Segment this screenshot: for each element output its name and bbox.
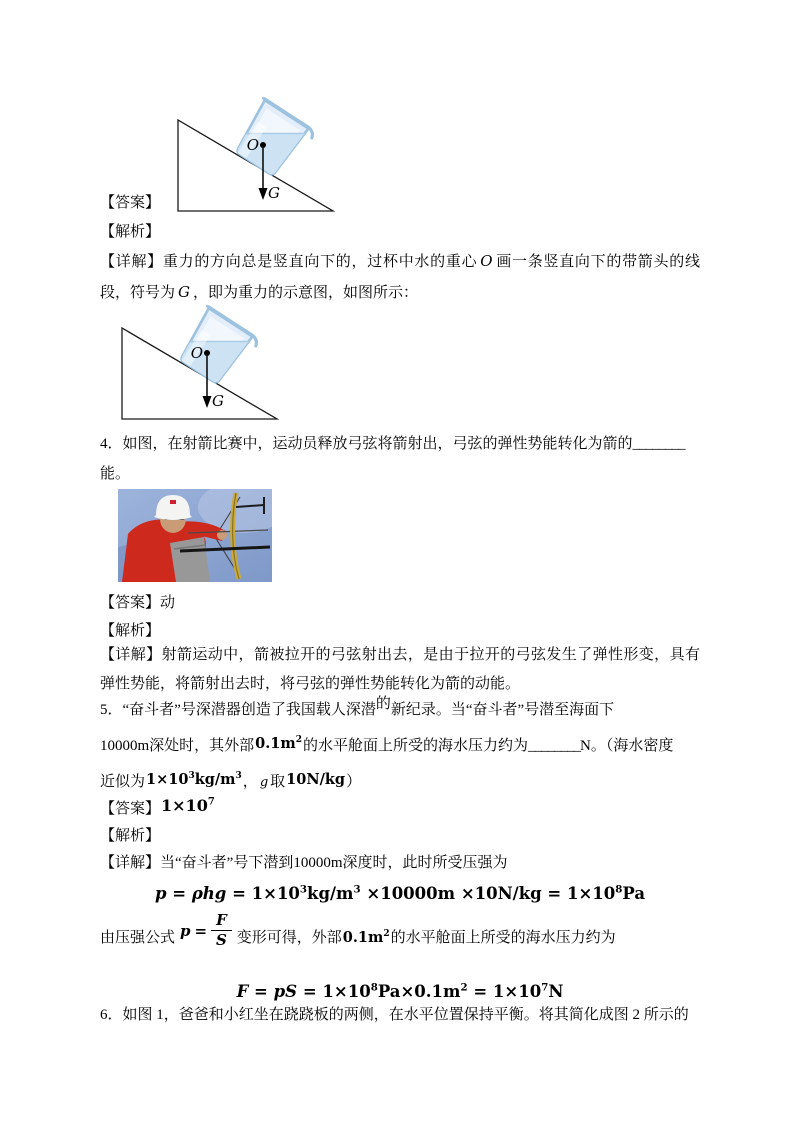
force-equation: F = pS = $1\times 10^8Pa\times 0.1m^2 = 1\times 10^7N$ (236, 981, 564, 1001)
area-formula-2: $0.1m^2$ (342, 929, 390, 946)
area-formula: $0.1m^2$ (255, 735, 303, 752)
derivation-pre: 由压强公式 (100, 930, 176, 946)
center-of-gravity-label: O (246, 136, 259, 154)
q5-answer-label: 【答案】 (100, 801, 161, 817)
incline-beaker-diagram-2 (119, 305, 279, 423)
q5-line3-pre: 近似为 (100, 774, 146, 790)
q4-answer-row (100, 592, 175, 614)
q3-var-o: O (480, 252, 493, 270)
frac-denominator: S (216, 931, 227, 949)
frac-numerator: F (211, 911, 232, 931)
pressure-fraction (180, 911, 232, 950)
q4-detail-label: 【详解】 (100, 647, 162, 663)
q3-detail-text-2: 画一条竖直向下的带箭头的线段，符号为 (100, 254, 700, 301)
q4-stem-paragraph (100, 429, 750, 489)
q4-stem-text: 如图，在射箭比赛中，运动员释放弓弦将箭射出，弓弦的弹性势能转化为箭的 (122, 436, 633, 452)
gravity-label: G (212, 392, 224, 410)
q5-line3-comma: ， (242, 774, 258, 790)
q5-analysis-label: 【解析】 (100, 828, 161, 844)
q4-analysis-label: 【解析】 (100, 623, 161, 639)
q5-line2-mid: 的水平舱面上所受的海水压力约为 (303, 738, 529, 754)
center-of-gravity-label: O (190, 344, 203, 362)
frac-p: p (180, 921, 191, 940)
q5-raised-char: 的 (375, 696, 391, 712)
derivation-mid: 变形可得，外部 (236, 930, 342, 946)
q4-detail-paragraph (100, 641, 700, 699)
center-of-gravity-dot (260, 142, 266, 148)
q5-line1-post: 新纪录。当“奋斗者”号潜至海面下 (390, 702, 615, 718)
q3-detail-text-1: 重力的方向总是竖直向下的，过杯中水的重心 (162, 254, 478, 270)
q5-line3-take: 取 (270, 774, 286, 790)
q3-detail-label: 【详解】 (100, 254, 163, 270)
q5-detail-label: 【详解】 (100, 855, 161, 871)
archery-photo (118, 489, 272, 582)
q5-stem-paragraph (100, 693, 750, 800)
q6-stem-text: 如图 1，爸爸和小红坐在跷跷板的两侧，在水平位置保持平衡。将其简化成图 2 所示的 (122, 1007, 689, 1023)
q5-derivation-line (100, 911, 740, 950)
q5-detail-paragraph (100, 849, 700, 877)
q5-line2-pre: 10000m深处时，其外部 (100, 738, 255, 754)
q6-stem-paragraph (100, 1000, 750, 1030)
center-of-gravity-dot (204, 350, 210, 356)
q4-number: 4． (100, 436, 123, 452)
chest-guard (170, 537, 210, 582)
density-formula: $1\times 10^3kg/m^3$ (146, 771, 242, 788)
q3-var-g: G (178, 283, 190, 301)
g-variable: g (259, 775, 269, 790)
q3-detail-text-3: ，即为重力的示意图，如图所示： (193, 285, 419, 301)
frac-equals: = (194, 921, 208, 940)
q4-answer-value: 动 (160, 595, 176, 611)
q5-number: 5． (100, 702, 123, 718)
hat-logo (170, 500, 176, 504)
q4-answer-label: 【答案】 (100, 595, 161, 611)
q3-answer-label: 【答案】 (100, 195, 161, 211)
q5-answer-row (100, 797, 216, 820)
q4-detail-text: 射箭运动中，箭被拉开的弓弦射出去，是由于拉开的弓弦发生了弹性形变，具有弹性势能，将箭射出去时，将弓弦的弹性势能转化为箭的动能。 (100, 647, 700, 692)
pressure-equation: $p = \rho hg = 1\times 10^3kg/m^3 \times 10000m \times 10N/kg = 1\times 10^8Pa$ (154, 883, 646, 903)
q5-answer-value: $1\times 10^7$ (161, 796, 215, 815)
derivation-post: 的水平舱面上所受的海水压力约为 (390, 930, 616, 946)
q5-blank: ________ (528, 738, 581, 754)
q5-detail-text: 当“奋斗者”号下潜到10000m深度时，此时所受压强为 (160, 855, 508, 871)
incline-beaker-diagram-1 (175, 97, 335, 215)
q6-number: 6． (100, 1007, 123, 1023)
q4-blank: ________ (632, 436, 685, 452)
q3-analysis-label: 【解析】 (100, 224, 161, 240)
g-value-formula: 10N/kg (286, 771, 346, 788)
q5-line3-close: ） (346, 774, 362, 790)
q4-stem-end: 能。 (100, 466, 131, 482)
q3-detail-paragraph (100, 246, 700, 308)
q5-line1-pre: “奋斗者”号深潜器创造了我国载人深潜 (122, 702, 376, 718)
gravity-label: G (268, 184, 280, 202)
q5-line2-post: N。（海水密度 (580, 738, 674, 754)
